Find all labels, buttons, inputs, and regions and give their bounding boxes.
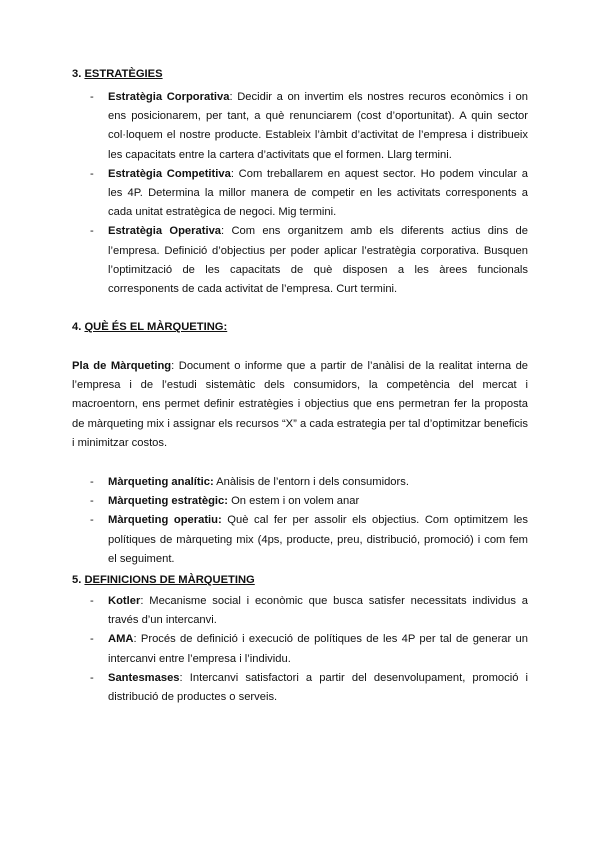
item-term: Màrqueting estratègic: — [108, 495, 228, 508]
section-number: 4. — [72, 321, 82, 333]
marqueting-types-list — [72, 473, 528, 569]
list-item: - Santesmases: Intercanvi satisfactori a partir del desenvolupament, promoció i distribució de productes o serveis. — [72, 669, 528, 707]
item-text: Intercanvi satisfactori a partir del desenvolupament, promoció i distribució de productes o serveis. — [108, 671, 529, 704]
item-text: Com treballarem en aquest sector. Ho podem vincular a les 4P. Determina la millor manera de competir en les activitats corresponents a cada unitat estratègica de negoci. Mig termini. — [108, 167, 529, 219]
list-item — [72, 511, 528, 569]
definitions-list — [72, 592, 528, 707]
list-item: - AMA: Procés de definició i execució de polítiques de les 4P per tal de generar un intercanvi entre l’empresa i l’individu. — [72, 630, 528, 668]
section-heading — [72, 66, 528, 82]
item-text: Anàlisis de l’entorn i dels consumidors. — [216, 476, 409, 489]
definition-paragraph: Pla de Màrqueting: Document o informe que a partir de l’anàlisi de la realitat interna de l’empresa i de l’estudi sistemàtic dels consumidors, la competència del mercat i macroentorn, ens permet definir estratègies i objectius que ens permetran fer la proposta de màrqueting mix i assignar els recursos “X” a cada estrategia per tal d’optimitzar beneficis i minimitzar costos. — [72, 360, 529, 449]
item-text: Procés de definició i execució de polítiques de les 4P per tal de generar un intercanvi entre l’empresa i l’individu. — [108, 633, 528, 665]
item-term: Estratègia Competitiva — [108, 167, 231, 180]
section-heading — [72, 319, 528, 335]
list-item — [72, 492, 528, 511]
item-term: AMA — [108, 633, 134, 646]
item-term: Estratègia Operativa — [108, 225, 222, 238]
item-term: Kotler — [108, 595, 141, 607]
list-item: - Kotler: Mecanisme social i econòmic que busca satisfer necessitats individus a través d’un intercanvi. — [72, 592, 528, 630]
list-item: - Estratègia Operativa: Com ens organitzem amb els diferents actius dins de l’empresa. Definició d’objectius per poder aplicar l’estratègia corporativa. Busquen l’optimització de les capacitats de què disposen a les àrees funcionals corresponents de cada activitat de l’empresa. Curt termini. — [72, 222, 528, 299]
list-item — [72, 473, 528, 492]
item-text: Què cal fer per assolir els objectius. Com optimitzem les polítiques de màrqueting mix (4ps, producte, preu, distribució, promoció) i com fem el seguiment. — [108, 514, 528, 565]
item-term: Màrqueting operatiu: — [108, 514, 222, 527]
section-que-es-marqueting — [72, 319, 528, 569]
list-item: - Estratègia Competitiva: Com treballarem en aquest sector. Ho podem vincular a les 4P. Determina la millor manera de competir en les activitats corresponents a cada unitat estratègica de negoci. Mig termini. — [72, 165, 528, 223]
section-definicions — [72, 572, 528, 707]
section-estrategies — [72, 66, 528, 299]
paragraph-text: Document o informe que a partir de l’anàlisi de la realitat interna de l’empresa i de l’estudi sistemàtic dels consumidors, la competència del mercat i macroentorn, ens permet definir estratègies i objectius que ens permetran fer la proposta de màrqueting mix i assignar els recursos “X” a cada estrategia per tal d’optimitzar beneficis i minimitzar costos. — [72, 360, 529, 449]
item-text: Mecanisme social i econòmic que busca satisfer necessitats individus a través d’un intercanvi. — [108, 595, 528, 627]
item-term: Màrqueting analític: — [108, 476, 214, 489]
paragraph-term: Pla de Màrqueting — [72, 360, 172, 372]
section-title: DEFINICIONS DE MÀRQUETING — [84, 574, 255, 586]
item-text: On estem i on volem anar — [231, 495, 360, 508]
section-title: ESTRATÈGIES — [84, 68, 163, 80]
item-term: Estratègia Corporativa — [108, 91, 230, 103]
list-item: - Estratègia Corporativa: Decidir a on invertim els nostres recuros econòmics i on ens posicionarem, per tant, a què renunciarem (cost d’oportunitat). A quin sector col·loquem el nostre producte. Estableix l’àmbit d’activitat de l’empresa i distribueix les capacitats entre la cartera d’activitats que el formen. Llarg termini. — [72, 88, 528, 165]
section-title: QUÈ ÉS EL MÀRQUETING: — [84, 321, 228, 333]
strategy-list — [72, 88, 528, 299]
section-number: 5. — [72, 574, 82, 586]
item-text: Decidir a on invertim els nostres recuros econòmics i on ens posicionarem, per tant, a què renunciarem (cost d’oportunitat). A quin sector col·loquem el nostre producte. Estableix l’àmbit d’activitat de l’empresa i distribueix les capacitats entre la cartera d’activitats que el formen. Llarg termini. — [108, 91, 529, 161]
item-text: Com ens organitzem amb els diferents actius dins de l’empresa. Definició d’objectius per poder aplicar l’estratègia corporativa. Busquen l’optimització de les capacitats de què disposen a les àrees funcionals corresponents de cada activitat de l’empresa. Curt termini. — [108, 225, 528, 296]
item-term: Santesmases — [108, 671, 180, 684]
section-number: 3. — [72, 68, 82, 80]
section-heading — [72, 572, 528, 588]
